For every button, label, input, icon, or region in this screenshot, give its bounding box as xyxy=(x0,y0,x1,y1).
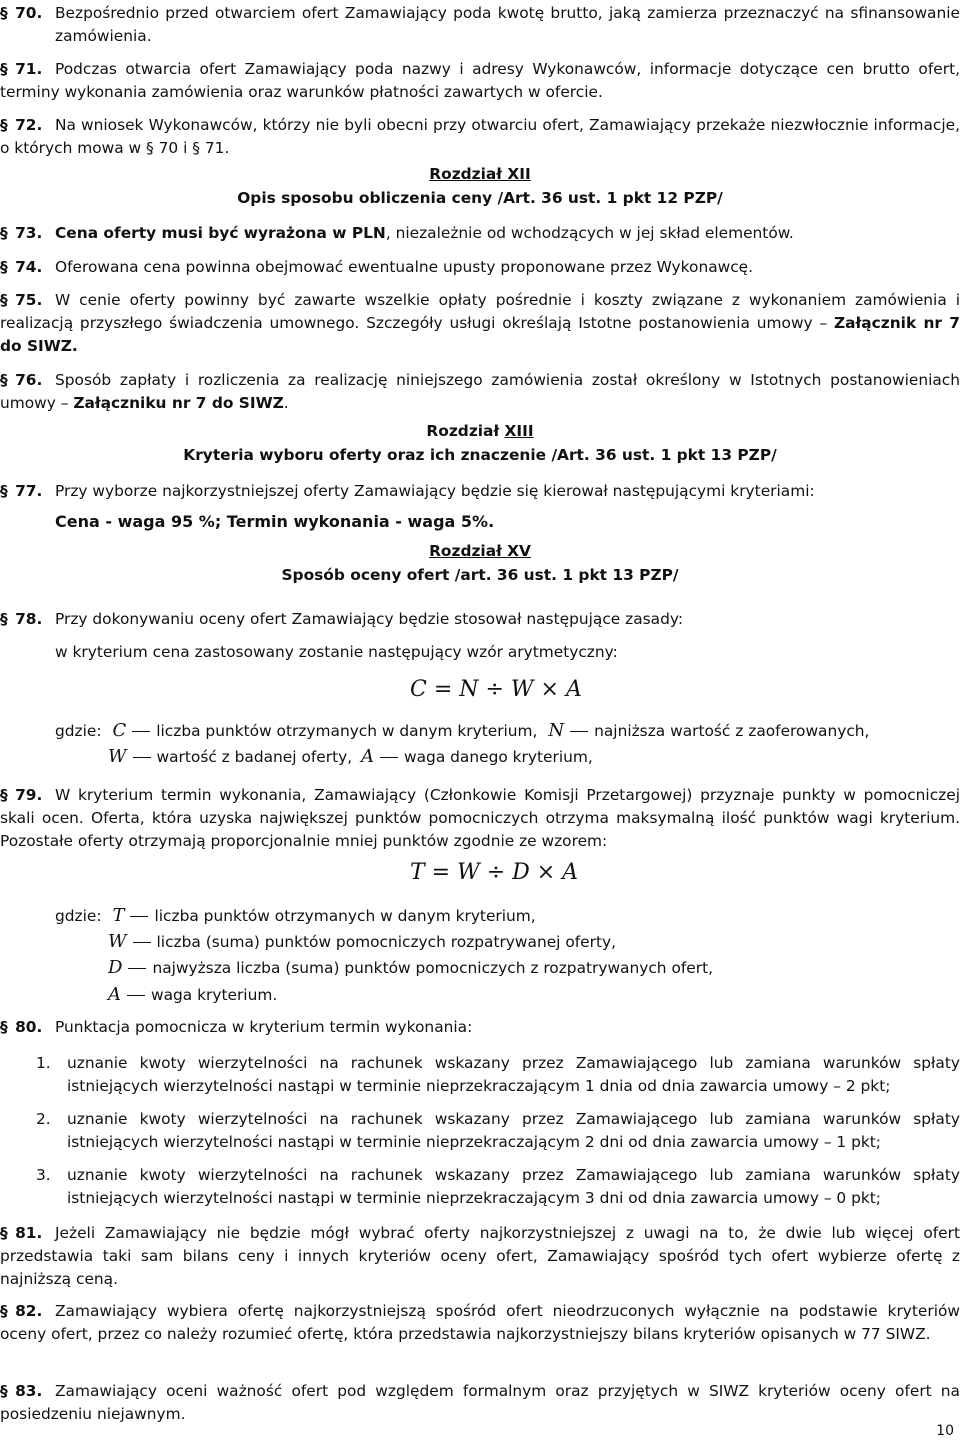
paragraph-marker: § 71. xyxy=(0,60,43,78)
paragraph-78 xyxy=(0,608,960,631)
paragraph-text: Jeżeli Zamawiający nie będzie mógł wybrać oferty najkorzystniejszej z uwagi na to, że dwie lub więcej ofert przedstawia taki sam bilans ceny i innych kryteriów oceny ofert, Zamawiający spośród tych ofert wybierze ofertę z najniższą ceną. xyxy=(0,1224,960,1288)
paragraph-text: Punktacja pomocnicza w kryterium termin wykonania: xyxy=(55,1018,473,1036)
paragraph-80 xyxy=(0,1016,960,1039)
paragraph-73 xyxy=(0,222,960,245)
paragraph-marker: § 80. xyxy=(0,1018,43,1036)
chapter-subtitle: Sposób oceny ofert /art. 36 ust. 1 pkt 13 PZP/ xyxy=(281,566,679,584)
paragraph-74 xyxy=(0,256,960,279)
paragraph-82 xyxy=(0,1300,960,1346)
paragraph-text: Bezpośrednio przed otwarciem ofert Zamawiający poda kwotę brutto, jaką zamierza przeznaczyć na sfinansowanie zamówienia. xyxy=(55,4,960,45)
paragraph-marker: § 83. xyxy=(0,1382,43,1400)
chapter-subtitle: Opis sposobu obliczenia ceny /Art. 36 ust. 1 pkt 12 PZP/ xyxy=(237,189,723,207)
paragraph-text: Zamawiający wybiera ofertę najkorzystniejszą spośród ofert nieodrzuconych wyłącznie na podstawie kryteriów oceny ofert, przez co należy rozumieć ofertę, która przedstawia najkorzystniejszy bilans kryteriów opisanych w 77 SIWZ. xyxy=(0,1302,960,1343)
paragraph-text: Oferowana cena powinna obejmować ewentualne upusty proponowane przez Wykonawcę. xyxy=(55,258,754,276)
paragraph-marker: § 81. xyxy=(0,1224,43,1242)
formula-legend-line: W liczba (suma) punktów pomocniczych rozpatrywanej oferty, xyxy=(108,931,616,952)
paragraph-marker: § 78. xyxy=(0,610,43,628)
chapter-subtitle: Kryteria wyboru oferty oraz ich znaczenie /Art. 36 ust. 1 pkt 13 PZP/ xyxy=(183,446,777,464)
paragraph-marker: § 72. xyxy=(0,116,43,134)
paragraph-marker: § 73. xyxy=(0,224,43,242)
paragraph-79 xyxy=(0,784,960,853)
paragraph-marker: § 74. xyxy=(0,258,43,276)
paragraph-71 xyxy=(0,58,960,104)
formula-legend-line: W wartość z badanej oferty, A waga danego kryterium, xyxy=(108,746,593,767)
paragraph-70 xyxy=(0,2,960,48)
paragraph-text: Przy dokonywaniu oceny ofert Zamawiający będzie stosował następujące zasady: xyxy=(55,610,684,628)
page-number: 10 xyxy=(936,1423,954,1439)
paragraph-marker: § 77. xyxy=(0,482,43,500)
criteria-weights: Cena - waga 95 %; Termin wykonania - waga 5%. xyxy=(55,512,495,531)
paragraph-text: Cena oferty musi być wyrażona w PLN, niezależnie od wchodzących w jej skład elementów. xyxy=(55,224,794,242)
paragraph-marker: § 76. xyxy=(0,371,43,389)
chapter-title: Rozdział XII xyxy=(429,165,531,183)
paragraph-marker: § 70. xyxy=(0,4,43,22)
paragraph-72 xyxy=(0,114,960,160)
formula-legend-line: gdzie: C liczba punktów otrzymanych w danym kryterium, N najniższa wartość z zaoferowanych, xyxy=(55,720,870,741)
paragraph-marker: § 75. xyxy=(0,291,43,309)
paragraph-text: Sposób zapłaty i rozliczenia za realizację niniejszego zamówienia został określony w Istotnych postanowieniach umowy – Załączniku nr 7 do SIWZ. xyxy=(0,371,960,412)
time-formula: T = W ÷ D × A xyxy=(410,860,579,885)
paragraph-75 xyxy=(0,289,960,358)
paragraph-marker: § 79. xyxy=(0,786,43,804)
paragraph-81 xyxy=(0,1222,960,1291)
paragraph-text: Na wniosek Wykonawców, którzy nie byli obecni przy otwarciu ofert, Zamawiający przekaże niezwłocznie informacje, o których mowa w § 70 i § 71. xyxy=(0,116,960,157)
formula-legend-line: gdzie: T liczba punktów otrzymanych w danym kryterium, xyxy=(55,905,536,926)
paragraph-text: Zamawiający oceni ważność ofert pod względem formalnym oraz przyjętych w SIWZ kryteriów oceny ofert na posiedzeniu niejawnym. xyxy=(0,1382,960,1423)
chapter-title: Rozdział XIII xyxy=(426,422,534,440)
paragraph-76 xyxy=(0,369,960,415)
formula-legend-line: D najwyższa liczba (suma) punktów pomocniczych z rozpatrywanych ofert, xyxy=(108,957,714,978)
paragraph-text: Podczas otwarcia ofert Zamawiający poda nazwy i adresy Wykonawców, informacje dotyczące cen brutto ofert, terminy wykonania zamówienia oraz warunków płatności zawartych w ofercie. xyxy=(0,60,960,101)
formula-intro: w kryterium cena zastosowany zostanie następujący wzór arytmetyczny: xyxy=(55,643,618,661)
paragraph-text: W cenie oferty powinny być zawarte wszelkie opłaty pośrednie i koszty związane z wykonaniem zamówienia i realizacją przyszłego świadczenia umownego. Szczegóły usługi określają Istotne postanowienia umowy – Załącznik nr 7 do SIWZ. xyxy=(0,291,960,355)
price-formula: C = N ÷ W × A xyxy=(410,677,582,702)
paragraph-text: Przy wyborze najkorzystniejszej oferty Zamawiający będzie się kierował następującymi kryteriami: xyxy=(55,482,815,500)
formula-legend-line: A waga kryterium. xyxy=(108,984,278,1005)
paragraph-text: W kryterium termin wykonania, Zamawiający (Członkowie Komisji Przetargowej) przyznaje punkty w pomocniczej skali ocen. Oferta, która uzyska największej punktów pomocniczych otrzyma maksymalną ilość punktów wagi kryterium. Pozostałe oferty otrzymają proporcjonalnie mniej punktów zgodnie ze wzorem: xyxy=(0,786,960,850)
paragraph-77 xyxy=(0,480,960,503)
chapter-title: Rozdział XV xyxy=(429,542,531,560)
list-item: 1. uznanie kwoty wierzytelności na rachunek wskazany przez Zamawiającego lub zamiana warunków spłaty istniejących wierzytelności nastąpi w terminie nieprzekraczającym 1 dnia od dnia zawarcia umowy – 2 pkt; xyxy=(36,1054,960,1095)
list-item: 3. uznanie kwoty wierzytelności na rachunek wskazany przez Zamawiającego lub zamiana warunków spłaty istniejących wierzytelności nastąpi w terminie nieprzekraczającym 3 dni od dnia zawarcia umowy – 0 pkt; xyxy=(36,1166,960,1207)
paragraph-marker: § 82. xyxy=(0,1302,43,1320)
list-item: 2. uznanie kwoty wierzytelności na rachunek wskazany przez Zamawiającego lub zamiana warunków spłaty istniejących wierzytelności nastąpi w terminie nieprzekraczającym 2 dni od dnia zawarcia umowy – 1 pkt; xyxy=(36,1110,960,1151)
paragraph-83 xyxy=(0,1380,960,1426)
